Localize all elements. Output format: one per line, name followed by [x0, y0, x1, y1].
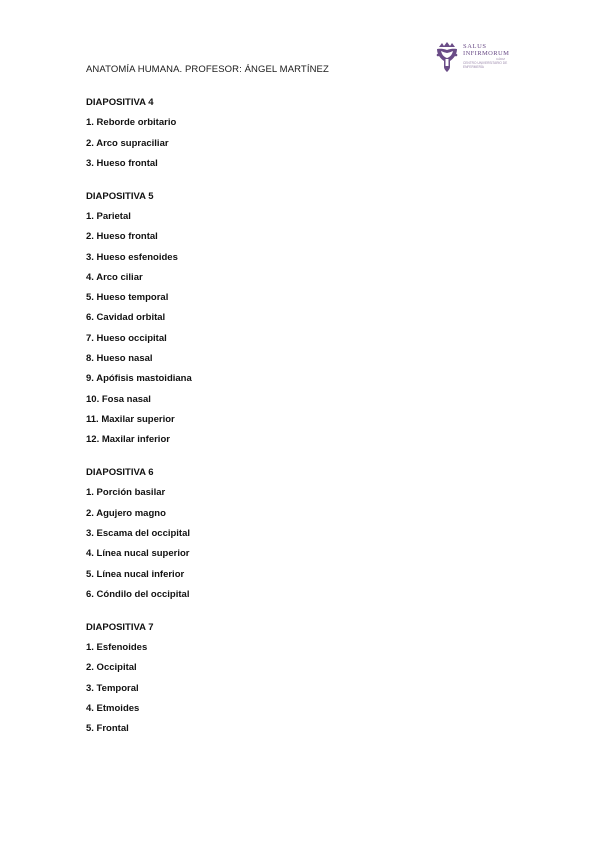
document-body — [86, 96, 526, 755]
list-item: 11. Maxilar superior — [86, 413, 175, 425]
page-title: ANATOMÍA HUMANA. PROFESOR: ÁNGEL MARTÍNEZ — [86, 64, 329, 75]
list-item: 5. Hueso temporal — [86, 292, 169, 304]
list-item: 2. Occipital — [86, 662, 137, 674]
list-item: 3. Escama del occipital — [86, 527, 191, 539]
list-item: 3. Hueso esfenoides — [86, 251, 178, 263]
section-diapositiva-4 — [86, 96, 526, 177]
logo-text-line4: CENTRO UNIVERSITARIO DE ENFERMERÍA — [463, 61, 508, 69]
section-diapositiva-7 — [86, 621, 526, 743]
list-item: 3. Temporal — [86, 682, 139, 694]
list-item: 4. Arco ciliar — [86, 271, 143, 283]
list-item: 12. Maxilar inferior — [86, 434, 170, 446]
logo-text-line1: SALUS — [463, 43, 487, 50]
section-diapositiva-6 — [86, 466, 526, 608]
list-item: 5. Frontal — [86, 723, 129, 735]
list-item: 8. Hueso nasal — [86, 353, 153, 365]
list-item: 1. Esfenoides — [86, 641, 148, 653]
list-item: 6. Cóndilo del occipital — [86, 588, 190, 600]
list-item: 3. Hueso frontal — [86, 157, 158, 169]
list-item: 9. Apófisis mastoidiana — [86, 373, 192, 385]
list-item: 4. Línea nucal superior — [86, 548, 190, 560]
section-title: DIAPOSITIVA 6 — [86, 467, 154, 479]
list-item: 1. Porción basilar — [86, 487, 166, 499]
list-item: 1. Reborde orbitario — [86, 117, 177, 129]
list-item: 4. Etmoides — [86, 702, 140, 714]
list-item: 5. Línea nucal inferior — [86, 568, 185, 580]
list-item: 2. Agujero magno — [86, 507, 166, 519]
section-title: DIAPOSITIVA 4 — [86, 97, 154, 108]
section-title: DIAPOSITIVA 5 — [86, 190, 154, 202]
section-title: DIAPOSITIVA 7 — [86, 621, 154, 633]
institution-logo — [433, 41, 513, 75]
logo-emblem-icon — [433, 41, 461, 73]
section-diapositiva-5 — [86, 190, 526, 454]
list-item: 7. Hueso occipital — [86, 332, 167, 344]
list-item: 2. Arco supraciliar — [86, 137, 169, 149]
list-item: 1. Parietal — [86, 210, 131, 222]
logo-text-line3: CÁDIZ — [496, 57, 505, 61]
list-item: 10. Fosa nasal — [86, 393, 151, 405]
list-item: 2. Hueso frontal — [86, 231, 158, 243]
logo-text-line2: INFIRMORUM — [463, 50, 510, 57]
list-item: 6. Cavidad orbital — [86, 312, 166, 324]
